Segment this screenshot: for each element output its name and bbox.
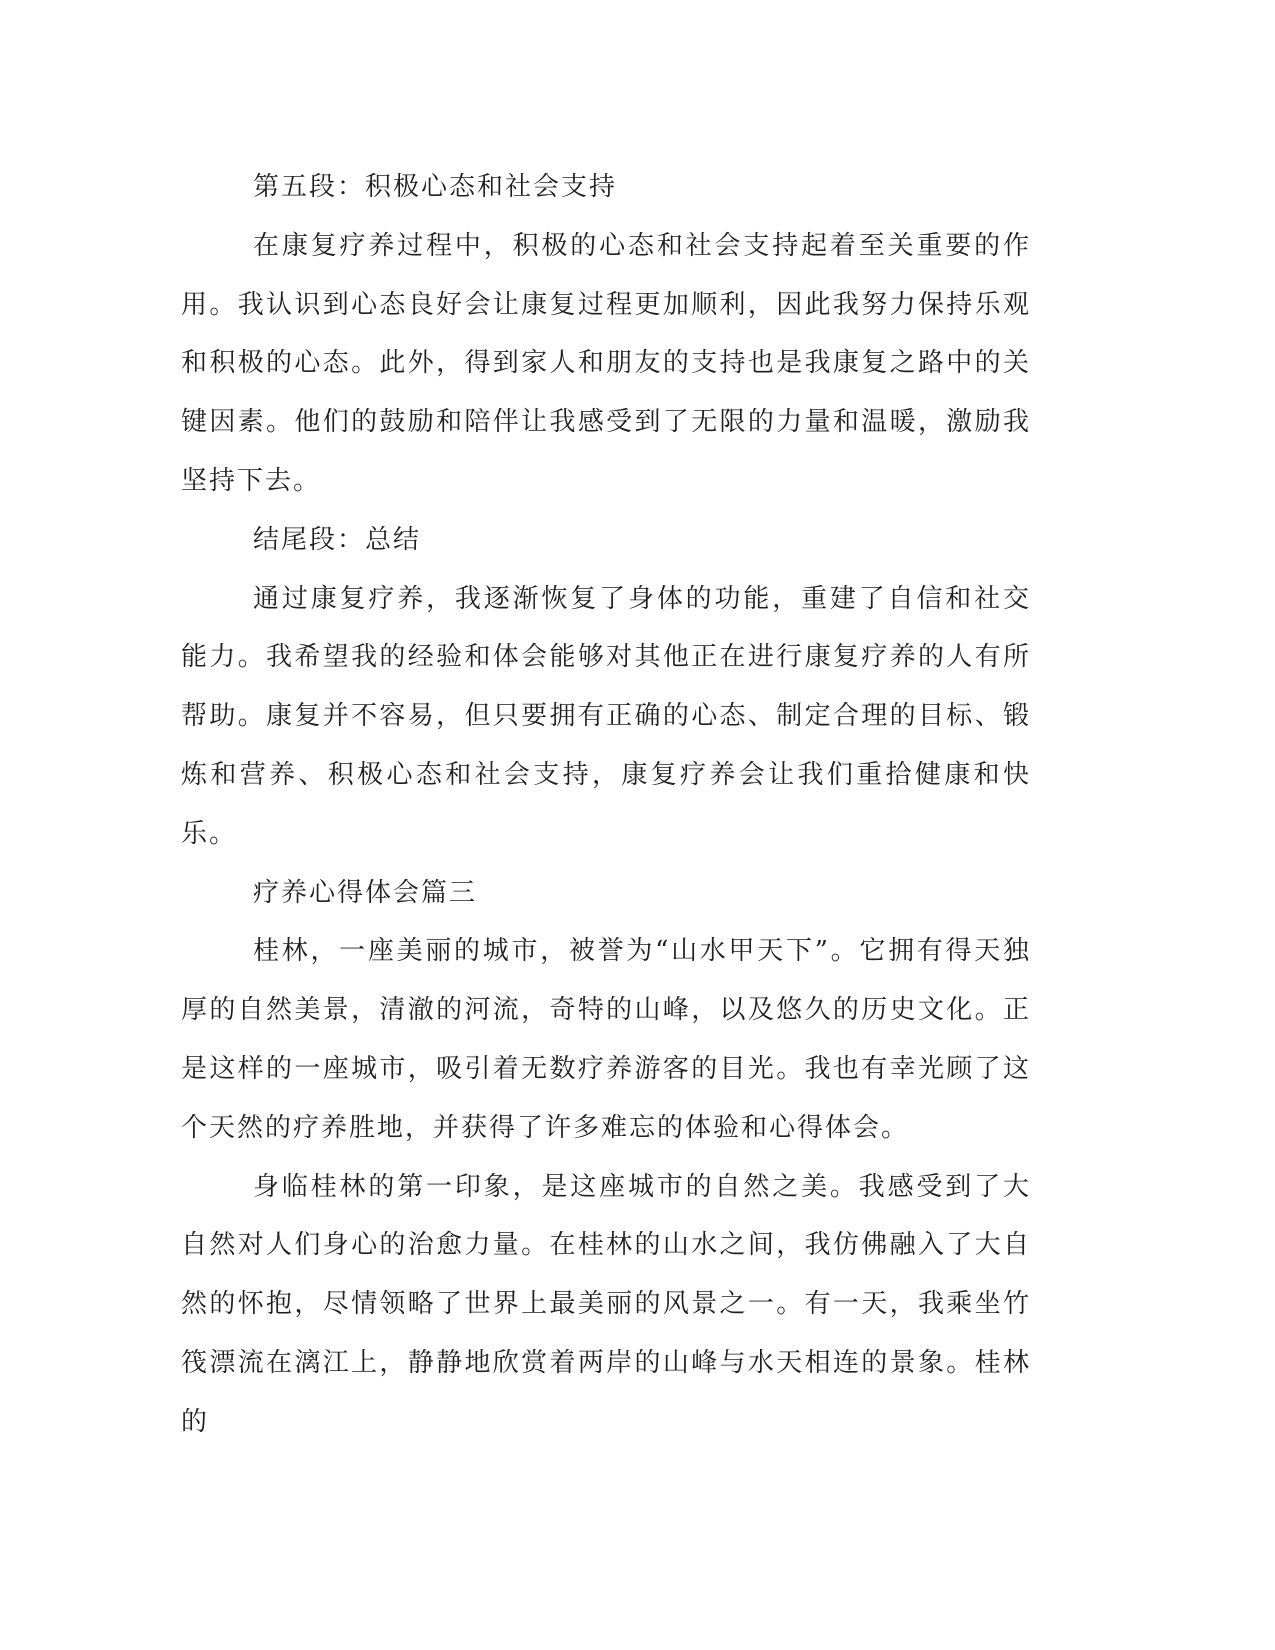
paragraph: 通过康复疗养，我逐渐恢复了身体的功能，重建了自信和社交能力。我希望我的经验和体会能够对其他正在进行康复疗养的人有所帮助。康复并不容易，但只要拥有正确的心态、制定合理的目标、锻炼和营养、积极心态和社会支持，康复疗养会让我们重拾健康和快乐。 bbox=[181, 583, 1031, 849]
section-heading-conclusion: 结尾段：总结 bbox=[253, 524, 422, 555]
paragraph: 在康复疗养过程中，积极的心态和社会支持起着至关重要的作用。我认识到心态良好会让康复过程更加顺利，因此我努力保持乐观和积极的心态。此外，得到家人和朋友的支持也是我康复之路中的关键因素。他们的鼓励和陪伴让我感受到了无限的力量和温暖，激励我坚持下去。 bbox=[181, 230, 1031, 496]
section-heading-five: 第五段：积极心态和社会支持 bbox=[253, 172, 618, 202]
paragraph: 身临桂林的第一印象，是这座城市的自然之美。我感受到了大自然对人们身心的治愈力量。在桂林的山水之间，我仿佛融入了大自然的怀抱，尽情领略了世界上最美丽的风景之一。有一天，我乘坐竹筏漂流在漓江上，静静地欣赏着两岸的山峰与水天相连的景象。桂林的 bbox=[181, 1171, 1031, 1437]
document-body bbox=[181, 158, 1031, 1452]
article-heading: 疗养心得体会篇三 bbox=[253, 877, 478, 908]
paragraph: 桂林，一座美丽的城市，被誉为“山水甲天下”。它拥有得天独厚的自然美景，清澈的河流，奇特的山峰，以及悠久的历史文化。正是这样的一座城市，吸引着无数疗养游客的目光。我也有幸光顾了这个天然的疗养胜地，并获得了许多难忘的体验和心得体会。 bbox=[181, 936, 1031, 1143]
